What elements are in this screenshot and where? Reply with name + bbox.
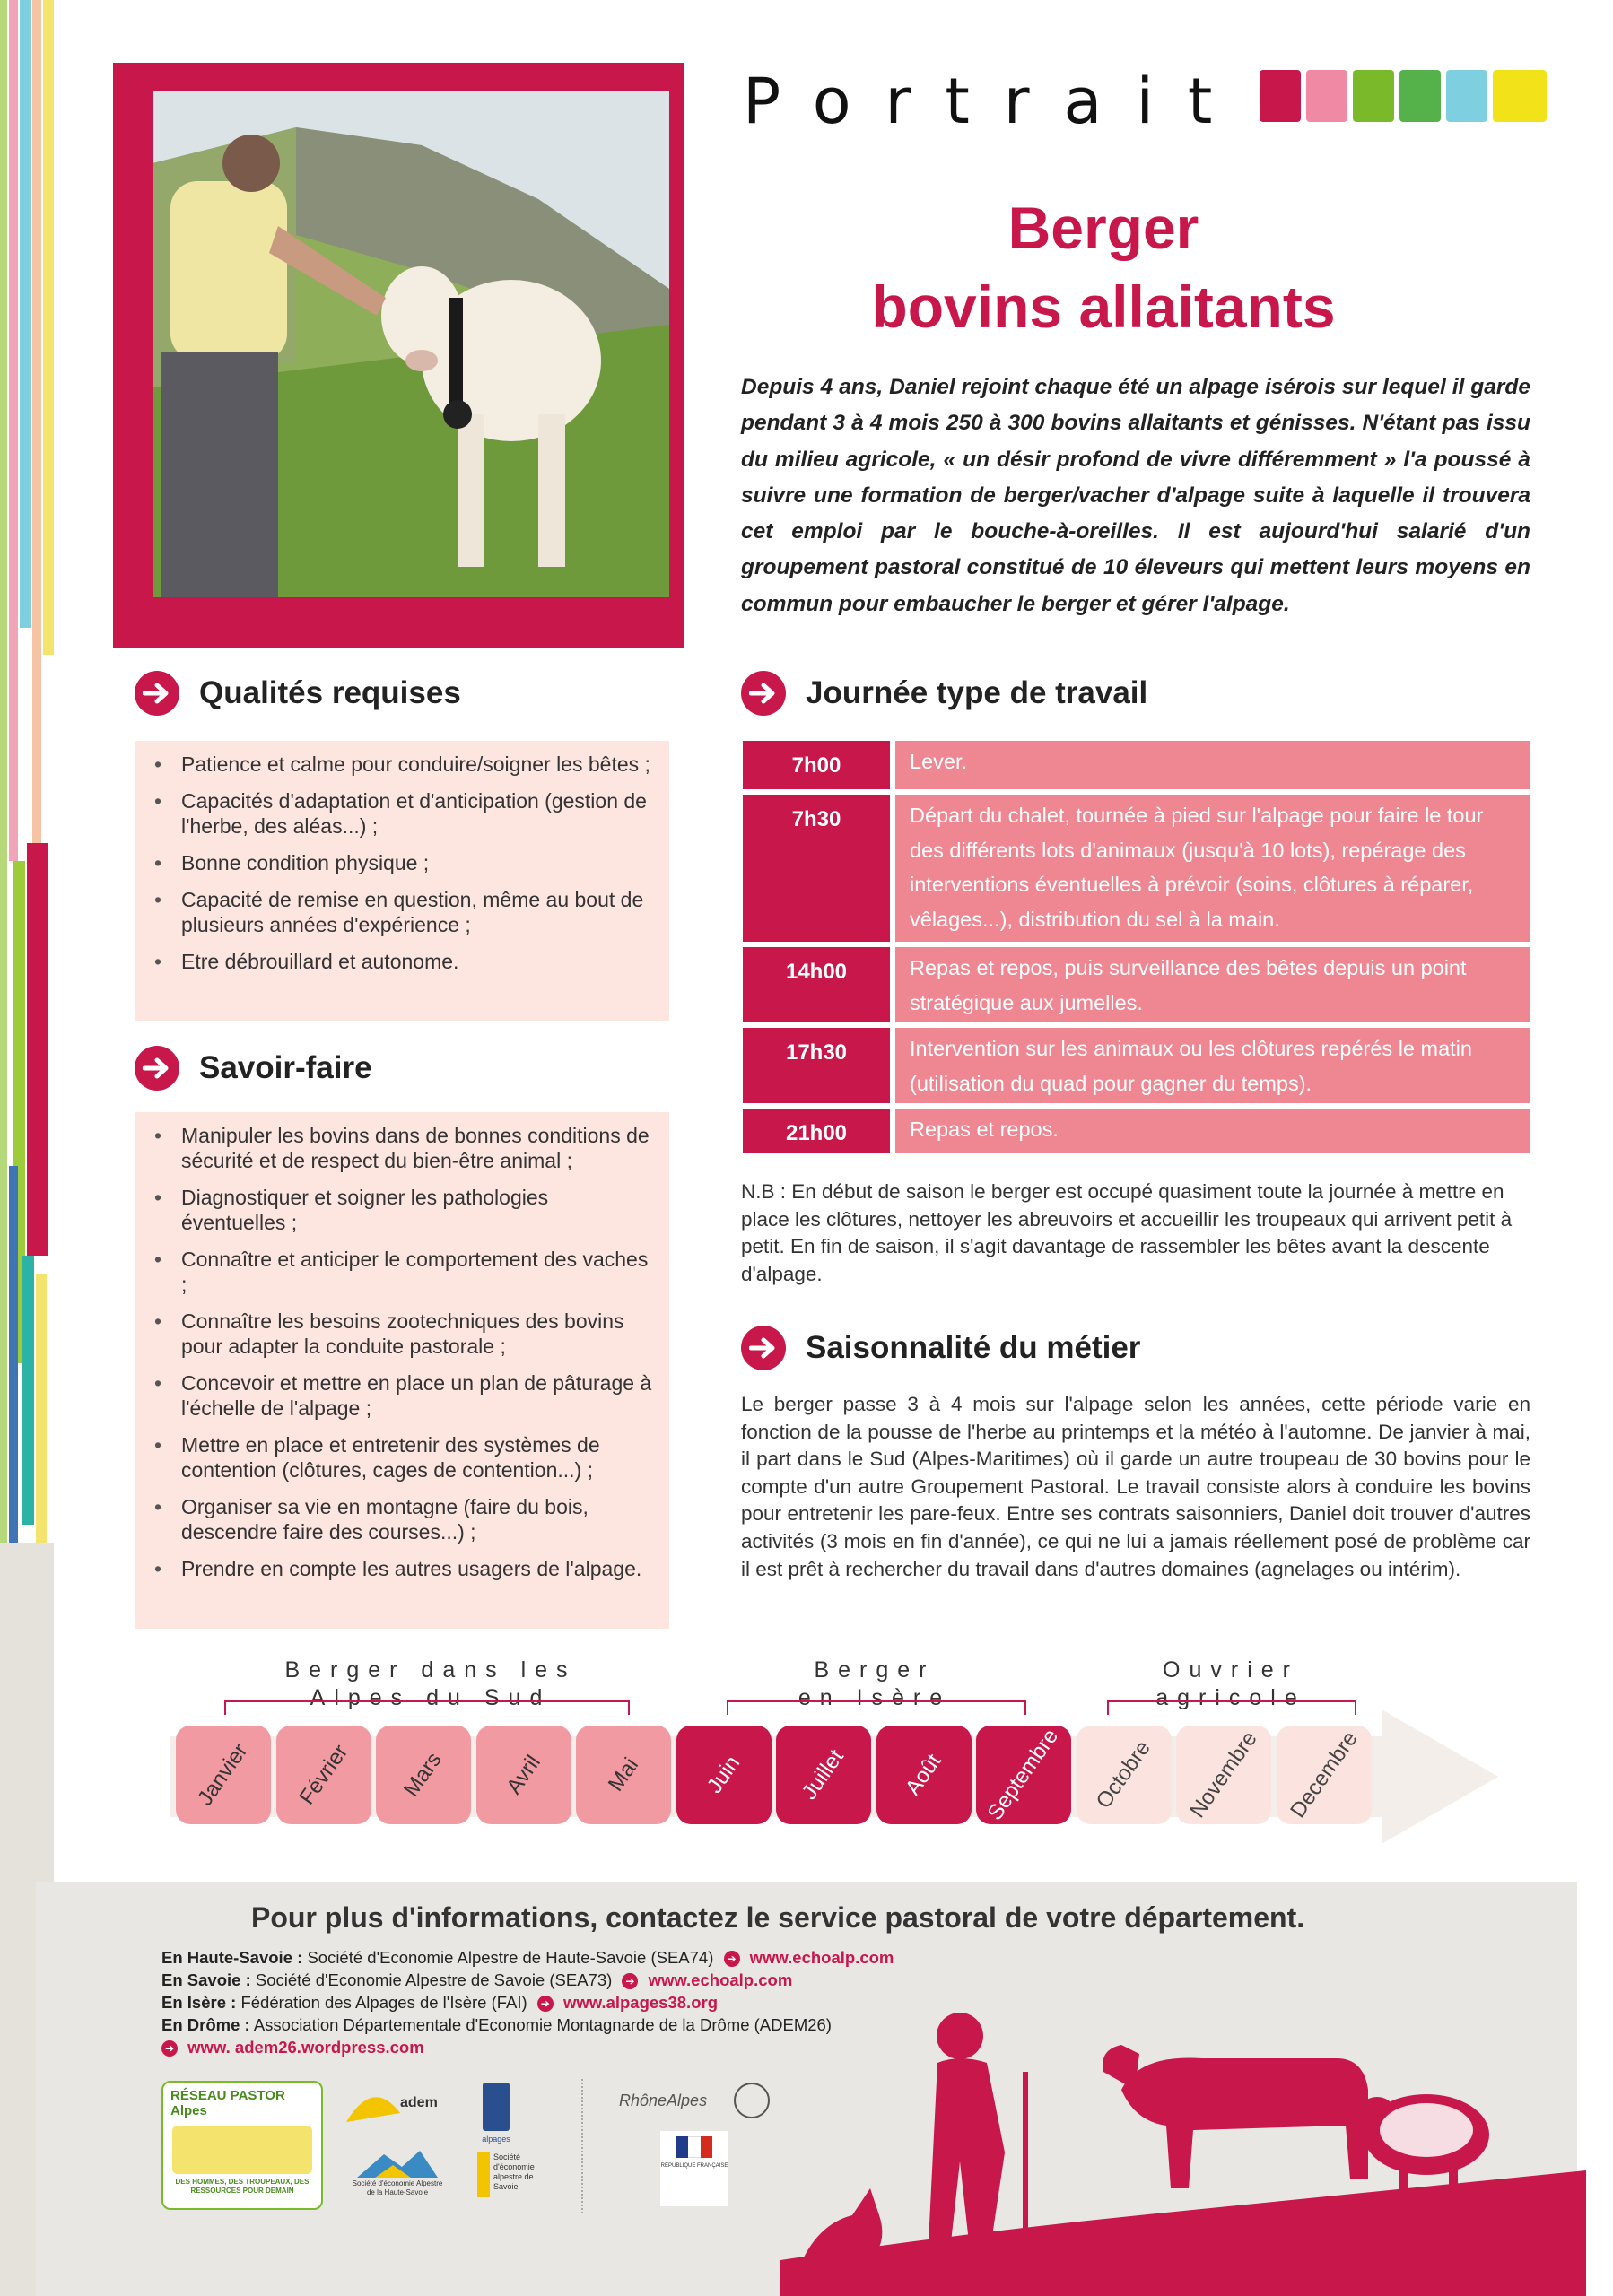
group-label-line1: Berger dans les	[284, 1657, 577, 1683]
savoir-title: Savoir-faire	[199, 1050, 372, 1085]
journee-heading	[741, 671, 1147, 716]
contact-org: Société d'Economie Alpestre de Haute-Savoie (SEA74)	[307, 1948, 714, 1967]
swatch-pink	[1306, 70, 1347, 122]
group-label-line2: Alpes du Sud	[310, 1685, 552, 1710]
swatch-yellow	[1493, 70, 1547, 122]
logo-text: Société d'économie alpestre de Savoie	[493, 2152, 535, 2191]
arrow-right-icon: ➔	[724, 1951, 740, 1967]
list-item: • Mettre en place et entretenir des systèmes de contention (clôtures, cages de contention...) ;	[181, 1432, 653, 1483]
rhonealpes-logo	[619, 2083, 772, 2118]
swatch-lime	[1353, 70, 1394, 122]
month-label: Février	[294, 1740, 353, 1810]
month-label: Mars	[399, 1748, 447, 1802]
contact-dept: En Drôme :	[161, 2015, 250, 2034]
arrow-right-icon	[741, 671, 786, 716]
table-row	[743, 795, 1530, 942]
portrait-heading: Portrait	[743, 65, 1247, 138]
month-3	[376, 1726, 471, 1824]
logo-text: Société d'économie Alpestre de la Haute-Savoie	[352, 2179, 443, 2196]
group-label-line2: agricole	[1155, 1685, 1306, 1710]
contact-line	[161, 2015, 832, 2035]
list-item: • Capacités d'adaptation et d'anticipation (gestion de l'herbe, des aléas...) ;	[181, 788, 653, 839]
month-12	[1277, 1726, 1372, 1824]
page-title-line2: bovins allaitants	[871, 274, 1336, 340]
month-2	[276, 1726, 371, 1824]
schedule-text: Lever.	[895, 741, 1530, 789]
logo-text: alpages	[482, 2135, 510, 2144]
arrow-right-icon: ➔	[622, 1973, 638, 1989]
shepherd-and-herd-silhouette	[780, 1973, 1586, 2296]
list-item: • Etre débrouillard et autonome.	[181, 949, 653, 974]
reseau-pastoralpes-logo	[161, 2081, 323, 2210]
month-7	[776, 1726, 871, 1824]
arrow-right-icon: ➔	[537, 1996, 554, 2012]
qualites-title: Qualités requises	[199, 675, 461, 710]
list-item: • Bonne condition physique ;	[181, 850, 653, 875]
group-label-line1: Berger	[814, 1657, 936, 1683]
schedule-time: 17h30	[743, 1028, 890, 1103]
contact-link[interactable]: www.echoalp.com	[648, 1970, 793, 1989]
schedule-text: Repas et repos.	[895, 1109, 1530, 1153]
qualites-heading	[135, 671, 461, 716]
schedule-time: 14h00	[743, 947, 890, 1022]
list-item: • Organiser sa vie en montagne (faire du bois, descendre faire des courses...) ;	[181, 1494, 653, 1544]
list-item: • Connaître et anticiper le comportement des vaches ;	[181, 1247, 653, 1297]
schedule-time: 7h00	[743, 741, 890, 789]
adem-logo	[346, 2086, 436, 2127]
month-5	[576, 1726, 671, 1824]
logo-text: RÉPUBLIQUE FRANÇAISE	[660, 2163, 728, 2169]
swatch-blue	[1446, 70, 1487, 122]
month-11	[1176, 1726, 1271, 1824]
month-label: Août	[901, 1749, 946, 1800]
month-label: Juin	[702, 1751, 745, 1798]
list-item: • Diagnostiquer et soigner les pathologies éventuelles ;	[181, 1185, 653, 1235]
contact-org: Société d'Economie Alpestre de Savoie (SEA73)	[255, 1970, 613, 1989]
month-4	[476, 1726, 571, 1824]
list-item: • Concevoir et mettre en place un plan de pâturage à l'échelle de l'alpage ;	[181, 1370, 653, 1421]
logo-text: RÉSEAU PASTOR Alpes	[170, 2088, 285, 2118]
republique-francaise-logo	[660, 2131, 728, 2206]
month-8	[876, 1726, 972, 1824]
nb-note: N.B : En début de saison le berger est occupé quasiment toute la journée à mettre en place les clôtures, nettoyer les abreuvoirs et accueillir les troupeaux qui arrivent petit à petit. En fin de saison, il s'agit davantage de rassembler les bêtes avant la descente d'alpage.	[741, 1180, 1513, 1285]
month-label: Octobre	[1092, 1736, 1156, 1813]
bracket-ouvrier	[1107, 1700, 1356, 1715]
schedule-text: Intervention sur les animaux ou les clôtures repérés le matin (utilisation du quad pour gagner du temps).	[895, 1028, 1530, 1103]
group-label-line2: en Isère	[798, 1685, 952, 1710]
contact-link[interactable]: www.alpages38.org	[562, 1993, 718, 2012]
intro-paragraph: Depuis 4 ans, Daniel rejoint chaque été un alpage isérois sur lequel il garde pendant 3 à 4 mois 250 à 300 bovins allaitants et génisses. N'étant pas issu du milieu agricole, « un désir profond de vivre différemment » l'a poussé à suivre une formation de berger/vacher d'alpage suite à laquelle il trouvera cet emploi par le bouche-à-oreilles. Il est aujourd'hui salarié d'un groupement pastoral constitué de 10 éleveurs qui mettent leurs moyens en commun pour embaucher le berger et gérer l'alpage.	[741, 375, 1530, 616]
contact-link[interactable]: www.echoalp.com	[749, 1948, 894, 1967]
savoir-box	[135, 1112, 669, 1629]
month-label: Mai	[603, 1753, 643, 1796]
saison-heading	[741, 1326, 1140, 1370]
contact-line	[161, 2038, 424, 2057]
month-label: Juillet	[797, 1744, 850, 1805]
swatch-crimson	[1260, 70, 1301, 122]
month-label: Septembre	[982, 1724, 1064, 1825]
arrow-right-icon	[135, 671, 179, 716]
schedule-time: 21h00	[743, 1109, 890, 1153]
schedule-time: 7h30	[743, 795, 890, 942]
table-row	[743, 1109, 1530, 1153]
contact-dept: En Haute-Savoie :	[161, 1948, 303, 1967]
page-title-line1: Berger	[1007, 195, 1199, 261]
contact-link[interactable]: www. adem26.wordpress.com	[187, 2038, 424, 2057]
contact-dept: En Savoie :	[161, 1970, 251, 1989]
contact-org: Association Départementale d'Economie Montagnarde de la Drôme (ADEM26)	[253, 2015, 832, 2034]
logo-subtext: DES HOMMES, DES TROUPEAUX, DES RESSOURCES POUR DEMAIN	[175, 2178, 310, 2195]
contact-line	[161, 1948, 894, 1968]
group-label-line1: Ouvrier	[1163, 1657, 1299, 1683]
swatch-green	[1399, 70, 1441, 122]
month-10	[1077, 1726, 1172, 1824]
schedule-text: Départ du chalet, tournée à pied sur l'alpage pour faire le tour des différents lots d'animaux (jusqu'à 10 lots), repérage des interventions éventuelles à prévoir (soins, clôtures à réparer, vêlages...), distribution du sel à la main.	[895, 795, 1530, 942]
arrow-right-icon	[135, 1046, 179, 1091]
arrow-right-icon	[741, 1326, 786, 1370]
list-item: • Capacité de remise en question, même au bout de plusieurs années d'expérience ;	[181, 887, 653, 937]
table-row	[743, 947, 1530, 1022]
logo-divider	[581, 2079, 585, 2213]
month-9	[976, 1726, 1071, 1824]
month-label: Novembre	[1184, 1726, 1262, 1822]
month-1	[176, 1726, 271, 1824]
table-row	[743, 741, 1530, 789]
list-item: • Manipuler les bovins dans de bonnes conditions de sécurité et de respect du bien-être animal ;	[181, 1123, 653, 1173]
list-item: • Patience et calme pour conduire/soigner les bêtes ;	[181, 752, 653, 777]
contact-org: Fédération des Alpages de l'Isère (FAI)	[240, 1993, 527, 2012]
contact-line	[161, 1993, 718, 2013]
month-label: Janvier	[193, 1739, 253, 1811]
bracket-sud	[224, 1700, 630, 1715]
schedule-text: Repas et repos, puis surveillance des bêtes depuis un point stratégique aux jumelles.	[895, 947, 1530, 1022]
arrow-right-icon: ➔	[161, 2040, 178, 2057]
journee-title: Journée type de travail	[806, 675, 1148, 710]
alpages38-logo	[482, 2083, 510, 2144]
bracket-isere	[727, 1700, 1026, 1715]
list-item: • Connaître les besoins zootechniques des bovins pour adapter la conduite pastorale ;	[181, 1309, 653, 1359]
contact-dept: En Isère :	[161, 1993, 237, 2012]
qualites-box	[135, 741, 669, 1021]
savoir-heading	[135, 1046, 372, 1091]
month-label: Avril	[501, 1751, 545, 1799]
contact-line	[161, 1970, 792, 1990]
contact-title: Pour plus d'informations, contactez le service pastoral de votre département.	[251, 1901, 1305, 1934]
sea74-logo	[348, 2151, 447, 2205]
table-row	[743, 1028, 1530, 1103]
month-label: Decembre	[1285, 1726, 1363, 1822]
list-item: • Prendre en compte les autres usagers de l'alpage.	[181, 1556, 653, 1581]
logo-text: adem	[400, 2095, 438, 2110]
logo-text: RhôneAlpes	[619, 2092, 708, 2109]
saison-title: Saisonnalité du métier	[806, 1330, 1141, 1365]
month-6	[676, 1726, 772, 1824]
saison-paragraph: Le berger passe 3 à 4 mois sur l'alpage selon les années, cette période varie en fonction de la pousse de l'herbe au printemps et la météo à l'automne. De janvier à mai, il part dans le Sud (Alpes-Maritimes) où il garde un autre troupeau de 30 bovins pour le compte d'un autre Groupement Pastoral. Le travail consiste alors à conduire les bovins pour entretenir les pare-feux. Entre ses contrats saisonniers, Daniel doit trouver d'autres activités (3 mois en fin d'année), ce qui ne lui a jamais réellement posé de problème car il est prêt à rechercher du travail dans d'autres domaines (agnelages ou intérim).	[741, 1393, 1530, 1580]
sea73-logo	[477, 2152, 540, 2206]
photo-shepherd-with-cow	[153, 91, 669, 597]
